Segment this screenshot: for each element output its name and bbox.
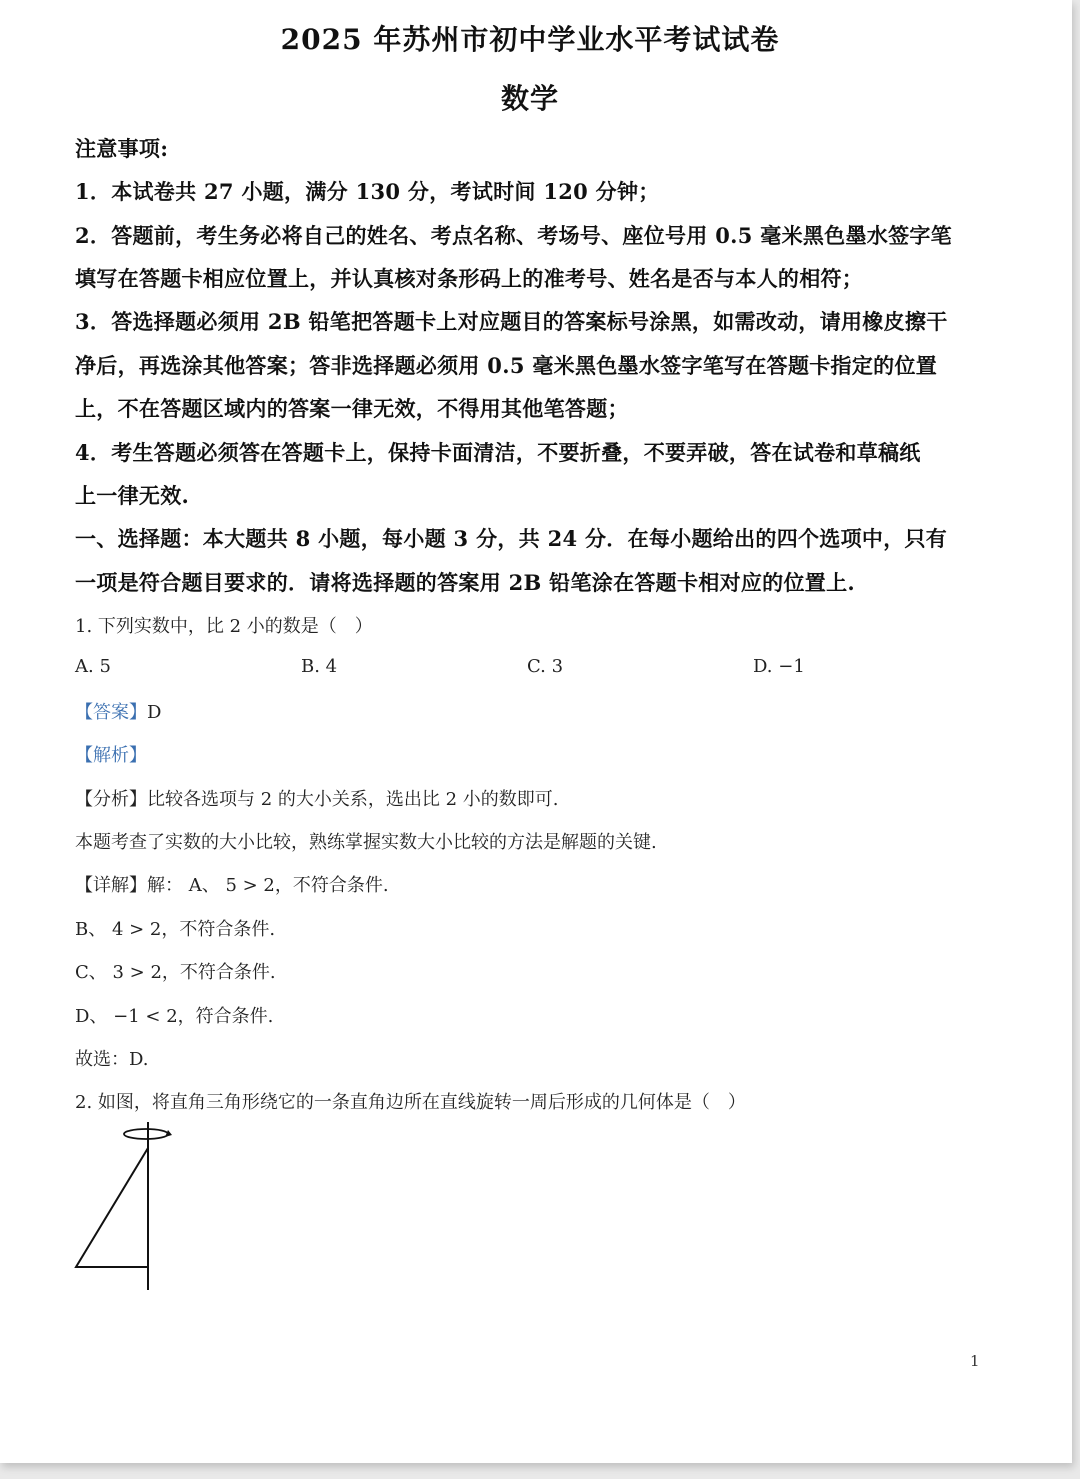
answer-line bbox=[75, 698, 161, 724]
notice-line: 上，不在答题区域内的答案一律无效，不得用其他笔答题； bbox=[75, 396, 629, 421]
notice-heading: 注意事项: bbox=[75, 136, 169, 161]
option-c: C. 3 bbox=[527, 656, 564, 677]
analysis-note: 本题考查了实数的大小比较，熟练掌握实数大小比较的方法是解题的关键. bbox=[75, 832, 657, 853]
answer-value: D bbox=[147, 702, 162, 723]
subject-title: 数学 bbox=[500, 82, 559, 115]
notice-line: 净后，再选涂其他答案；答非选择题必须用 0.5 毫米黑色墨水签字笔写在答题卡指定的位置 bbox=[75, 353, 938, 378]
analysis-line bbox=[75, 785, 559, 811]
rotating-triangle-figure bbox=[68, 1120, 188, 1295]
right-triangle bbox=[76, 1148, 148, 1267]
notice-line: 上一律无效. bbox=[75, 483, 190, 508]
page-number: 1 bbox=[970, 1352, 980, 1370]
notice-line: 1．本试卷共 27 小题，满分 130 分，考试时间 120 分钟； bbox=[75, 179, 660, 204]
conclusion: 故选：D. bbox=[75, 1049, 149, 1070]
notice-line: 3．答选择题必须用 2B 铅笔把答题卡上对应题目的答案标号涂黑，如需改动，请用橡皮擦干 bbox=[75, 309, 948, 334]
detail-label: 【详解】 bbox=[75, 875, 147, 896]
question-1-stem: 1. 下列实数中，比 2 小的数是（ ） bbox=[75, 616, 373, 637]
detail-c: C、 3 > 2，不符合条件. bbox=[75, 962, 276, 983]
analysis-label: 【分析】 bbox=[75, 789, 147, 810]
notice-line: 填写在答题卡相应位置上，并认真核对条形码上的准考号、姓名是否与本人的相符； bbox=[75, 266, 864, 291]
rotation-arrow-icon bbox=[124, 1129, 168, 1139]
notice-line: 2．答题前，考生务必将自己的姓名、考点名称、考场号、座位号用 0.5 毫米黑色墨水签字笔 bbox=[75, 223, 952, 248]
exam-title: 2025 年苏州市初中学业水平考试试卷 bbox=[280, 23, 780, 56]
option-b: B. 4 bbox=[301, 656, 338, 677]
detail-b: B、 4 > 2，不符合条件. bbox=[75, 919, 276, 940]
option-d: D. −1 bbox=[753, 656, 805, 677]
section-heading: 一项是符合题目要求的．请将选择题的答案用 2B 铅笔涂在答题卡相对应的位置上. bbox=[75, 570, 855, 595]
analysis-tag: 【解析】 bbox=[75, 745, 147, 766]
section-heading: 一、选择题：本大题共 8 小题，每小题 3 分，共 24 分．在每小题给出的四个选项中，只有 bbox=[75, 526, 948, 551]
question-2-stem: 2. 如图，将直角三角形绕它的一条直角边所在直线旋转一周后形成的几何体是（ ） bbox=[75, 1092, 746, 1113]
analysis-text: 比较各选项与 2 的大小关系，选出比 2 小的数即可. bbox=[147, 789, 559, 810]
option-a: A. 5 bbox=[75, 656, 111, 677]
detail-d: D、 −1 < 2，符合条件. bbox=[75, 1006, 274, 1027]
detail-a: 解： A、 5 > 2，不符合条件. bbox=[147, 875, 389, 896]
detail-line bbox=[75, 871, 389, 897]
notice-line: 4．考生答题必须答在答题卡上，保持卡面清洁，不要折叠，不要弄破，答在试卷和草稿纸 bbox=[75, 440, 921, 465]
answer-tag: 【答案】 bbox=[75, 702, 147, 723]
